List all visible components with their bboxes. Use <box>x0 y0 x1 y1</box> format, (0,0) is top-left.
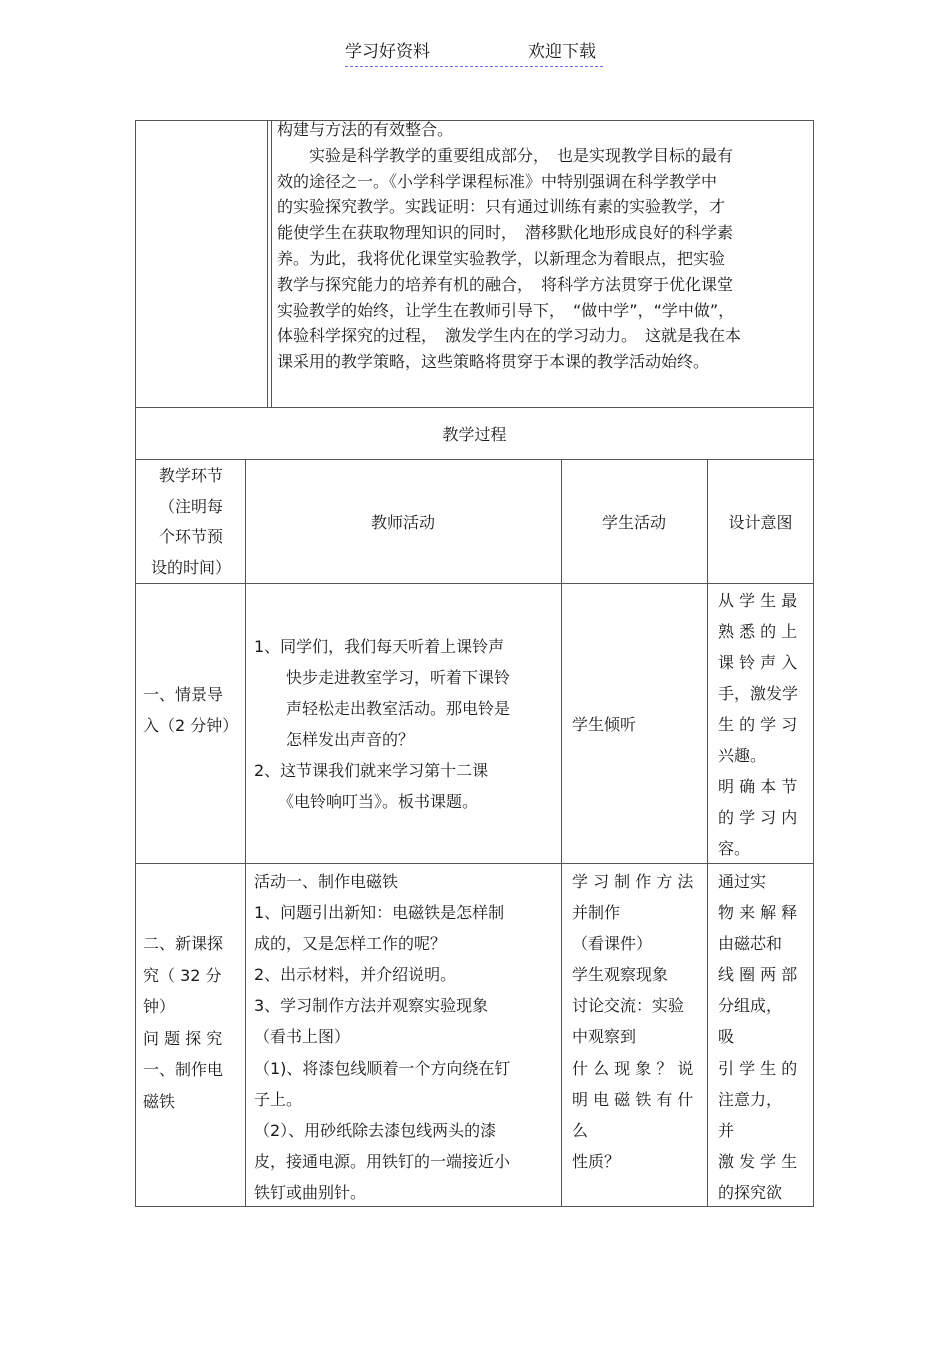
col-header-design: 设计意图 <box>728 512 793 532</box>
col-header-student: 学生活动 <box>601 512 666 532</box>
row1-teacher <box>254 631 556 817</box>
row1-design-line: 的 学 习 内 <box>718 808 798 827</box>
row1-design-line: 课 铃 声 入 <box>718 653 798 672</box>
row2-teacher-line: 铁钉或曲别针。 <box>254 1182 367 1202</box>
col-header-stage-line: 教学环节 <box>158 466 223 485</box>
row2-design-line: 引 学 生 的 <box>718 1058 798 1078</box>
strategy-line: 构建与方法的有效整合。 <box>277 120 454 139</box>
row2-teacher-line: 1、问题引出新知：电磁铁是怎样制 <box>254 903 505 923</box>
row2-teacher-line: （2）、用砂纸除去漆包线两头的漆 <box>254 1120 497 1140</box>
strategy-line: 实验是科学教学的重要组成部分， 也是实现教学目标的最有 <box>277 145 734 165</box>
header-left-text: 学习好资料 <box>345 42 430 62</box>
row2-stage-line: 究（ 32 分 <box>143 965 222 985</box>
row1-stage <box>143 679 243 741</box>
header-right-text: 欢迎下载 <box>528 42 596 62</box>
row1-teacher-line: 怎样发出声音的？ <box>254 730 415 749</box>
row2-student <box>572 866 702 1177</box>
col-header-stage-line: （注明每 <box>158 496 223 516</box>
row1-design-line: 容。 <box>718 839 751 858</box>
row1-teacher-line: 快步走进教室学习，听着下课铃 <box>254 668 511 687</box>
row2-student-line: 么 <box>572 1120 589 1140</box>
row2-student-line: 讨论交流：实验 <box>572 996 685 1016</box>
col-header-stage-line: 个环节预 <box>158 527 223 546</box>
strategy-line: 养。为此，我将优化课堂实验教学，以新理念为着眼点，把实验 <box>277 248 726 268</box>
row2-student-line: 什 么 现 象 ？ 说 <box>572 1058 694 1078</box>
row2-student-line: 性质？ <box>572 1151 621 1171</box>
strategy-line: 课采用的教学策略，这些策略将贯穿于本课的教学活动始终。 <box>277 352 710 372</box>
row2-design-line: 物 来 解 释 <box>718 903 798 923</box>
row1-student-line: 学生倾听 <box>572 715 637 734</box>
row1-design-line: 从 学 生 最 <box>718 591 798 610</box>
col-header-stage <box>143 461 239 583</box>
row1-design <box>718 585 806 864</box>
strategy-divider <box>267 120 268 408</box>
strategy-line: 能使学生在获取物理知识的同时， 潜移默化地形成良好的科学素 <box>277 223 734 243</box>
row1-design-line: 生 的 学 习 <box>718 715 798 734</box>
row-divider <box>135 863 814 864</box>
strategy-text <box>277 117 807 375</box>
strategy-line: 实验教学的始终，让学生在教师引导下， “做中学”，“学中做”， <box>277 300 735 320</box>
row1-design-line: 手，激发学 <box>718 684 799 703</box>
row2-teacher-line: 子上。 <box>254 1089 303 1109</box>
row2-teacher-line: 3、学习制作方法并观察实验现象 <box>254 996 489 1016</box>
row2-student-line: 学生观察现象 <box>572 965 669 985</box>
row2-teacher-line: 活动一、制作电磁铁 <box>254 872 399 891</box>
row2-design-line: 激 发 学 生 <box>718 1151 798 1171</box>
row2-student-line: 并制作 <box>572 903 621 923</box>
strategy-divider-inner <box>271 120 272 408</box>
row1-design-line: 熟 悉 的 上 <box>718 622 798 641</box>
strategy-line: 体验科学探究的过程， 激发学生内在的学习动力。 这就是我在本 <box>277 326 742 346</box>
row2-student-line: （看课件） <box>572 934 653 954</box>
row2-design <box>718 866 808 1208</box>
row-divider <box>135 583 814 584</box>
row2-design-line: 线 圈 两 部 <box>718 965 798 985</box>
col-header-teacher: 教师活动 <box>370 512 435 532</box>
col-header-stage-line: 设的时间） <box>150 557 231 577</box>
row1-student <box>572 709 702 740</box>
row1-stage-line: 一、情景导 <box>143 685 224 704</box>
row2-stage <box>143 928 243 1117</box>
row1-teacher-line: 1、同学们，我们每天听着上课铃声 <box>254 637 505 656</box>
row2-stage-line: 一、制作电 <box>143 1060 224 1079</box>
row1-stage-line: 入（2 分钟） <box>143 716 239 735</box>
strategy-line: 的实验探究教学。实践证明：只有通过训练有素的实验教学，才 <box>277 197 726 217</box>
strategy-line: 教学与探究能力的培养有机的融合， 将科学方法贯穿于优化课堂 <box>277 274 734 294</box>
row1-teacher-line: 2、这节课我们就来学习第十二课 <box>254 761 489 780</box>
row2-teacher-line: （1)、将漆包线顺着一个方向绕在钉 <box>254 1058 511 1078</box>
row2-student-line: 学 习 制 作 方 法 <box>572 872 694 891</box>
page-header <box>345 40 603 67</box>
row2-student-line: 明 电 磁 铁 有 什 <box>572 1089 694 1109</box>
row2-stage-line: 磁铁 <box>143 1091 176 1111</box>
row2-student-line: 中观察到 <box>572 1027 637 1047</box>
row2-stage-line: 二、新课探 <box>143 934 224 953</box>
row2-stage-line: 钟） <box>143 997 176 1016</box>
strategy-line: 效的途径之一。《小学科学课程标准》中特别强调在科学教学中 <box>277 171 718 191</box>
process-title: 教学过程 <box>442 424 507 444</box>
row2-design-line: 由磁芯和 <box>718 934 783 954</box>
row2-stage-line: 问 题 探 究 <box>143 1028 223 1048</box>
row2-teacher <box>254 866 556 1208</box>
row1-teacher-line: 声轻松走出教室活动。那电铃是 <box>254 699 511 718</box>
row2-teacher-line: （看书上图） <box>254 1027 351 1047</box>
row2-design-line: 通过实 <box>718 872 767 891</box>
row1-design-line: 兴趣。 <box>718 746 767 765</box>
row2-teacher-line: 2、出示材料，并介绍说明。 <box>254 965 457 985</box>
row2-teacher-line: 成的，又是怎样工作的呢？ <box>254 934 447 954</box>
row2-design-line: 分组成， <box>718 996 783 1016</box>
row2-design-line: 的探究欲 <box>718 1182 783 1202</box>
row2-design-line: 并 <box>718 1120 735 1140</box>
row1-design-line: 明 确 本 节 <box>718 777 798 796</box>
row2-design-line: 吸 <box>718 1027 735 1047</box>
row1-teacher-line: 《电铃响叮当》。板书课题。 <box>254 792 479 811</box>
row2-design-line: 注意力， <box>718 1089 783 1109</box>
row2-teacher-line: 皮，接通电源。用铁钉的一端接近小 <box>254 1151 511 1171</box>
